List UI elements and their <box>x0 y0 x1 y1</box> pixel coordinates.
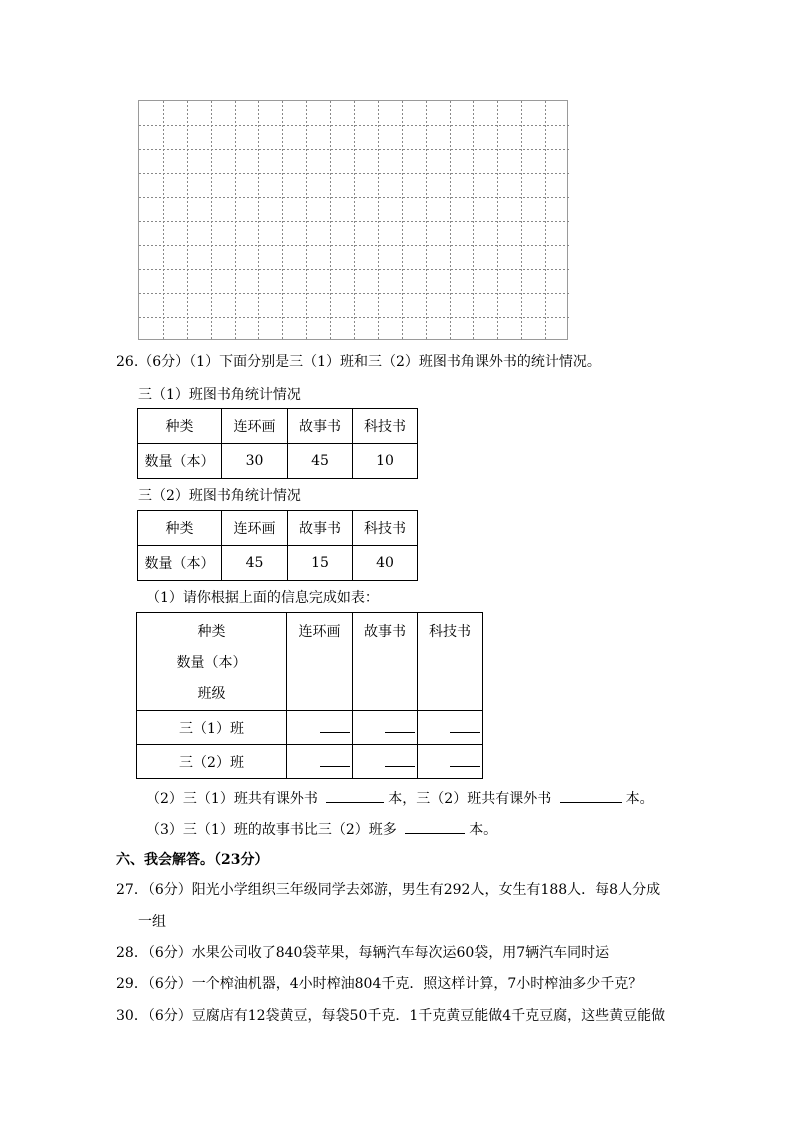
sub-question-1: （1）请你根据上面的信息完成如表： <box>146 590 379 606</box>
answer-blank[interactable] <box>320 718 350 733</box>
category-cell: 连环画 <box>222 409 288 444</box>
sub-question-2 <box>146 788 654 809</box>
table2-title: 三（2）班图书角统计情况 <box>138 488 301 504</box>
answer-cell[interactable] <box>418 745 483 779</box>
answer-blank[interactable] <box>450 718 480 733</box>
answer-cell[interactable] <box>353 745 418 779</box>
category-header: 连环画 <box>287 613 353 711</box>
category-cell: 科技书 <box>353 409 418 444</box>
table1-title: 三（1）班图书角统计情况 <box>138 387 301 403</box>
value-cell: 45 <box>222 546 288 581</box>
header-qty: 数量（本） <box>176 655 247 671</box>
class1-label: 三（1）班 <box>137 711 287 745</box>
section-heading: 六、我会解答。（23分） <box>116 852 269 868</box>
q27-line1: 27．（6分）阳光小学组织三年级同学去郊游，男生有292人，女生有188人．每8人分成 <box>116 882 661 898</box>
q26-intro: 26.（6分）（1）下面分别是三（1）班和三（2）班图书角课外书的统计情况。 <box>116 354 601 370</box>
sub2-text-a: （2）三（1）班共有课外书 <box>146 791 318 807</box>
class2-label: 三（2）班 <box>137 745 287 779</box>
value-cell: 10 <box>353 444 418 479</box>
category-cell: 科技书 <box>353 511 418 546</box>
table-class2 <box>137 510 418 581</box>
value-cell: 45 <box>288 444 353 479</box>
sub2-text-c: 本。 <box>625 791 654 807</box>
sub2-text-b: 本，三（2）班共有课外书 <box>388 791 552 807</box>
category-cell: 连环画 <box>222 511 288 546</box>
value-cell: 40 <box>353 546 418 581</box>
grid-lines <box>139 101 569 341</box>
answer-blank[interactable] <box>405 819 465 834</box>
answer-cell[interactable] <box>418 711 483 745</box>
category-header: 故事书 <box>353 613 418 711</box>
sub3-text-b: 本。 <box>469 822 498 838</box>
row-qty-label: 数量（本） <box>138 444 222 479</box>
category-header: 科技书 <box>418 613 483 711</box>
row-kind-label: 种类 <box>138 409 222 444</box>
dotted-grid <box>138 100 568 340</box>
answer-blank[interactable] <box>326 788 384 803</box>
sub-question-3 <box>146 819 497 840</box>
q29: 29．（6分）一个榨油机器，4小时榨油804千克．照这样计算，7小时榨油多少千克？ <box>116 976 643 992</box>
category-cell: 故事书 <box>288 511 353 546</box>
answer-cell[interactable] <box>287 711 353 745</box>
answer-blank[interactable] <box>385 752 415 767</box>
row-qty-label: 数量（本） <box>138 546 222 581</box>
answer-cell[interactable] <box>287 745 353 779</box>
q28: 28．（6分）水果公司收了840袋苹果，每辆汽车每次运60袋，用7辆汽车同时运 <box>116 945 610 961</box>
combined-table <box>136 612 483 779</box>
table-class1 <box>137 408 418 479</box>
header-diagonal-cell <box>137 613 287 711</box>
row-kind-label: 种类 <box>138 511 222 546</box>
header-class: 班级 <box>197 686 226 702</box>
q30: 30．（6分）豆腐店有12袋黄豆，每袋50千克．1千克黄豆能做4千克豆腐，这些黄豆能做 <box>116 1008 666 1024</box>
category-cell: 故事书 <box>288 409 353 444</box>
header-kind: 种类 <box>197 624 226 640</box>
answer-cell[interactable] <box>353 711 418 745</box>
value-cell: 30 <box>222 444 288 479</box>
answer-blank[interactable] <box>385 718 415 733</box>
answer-blank[interactable] <box>320 752 350 767</box>
q27-line2: 一组 <box>138 914 166 930</box>
value-cell: 15 <box>288 546 353 581</box>
answer-blank[interactable] <box>560 788 622 803</box>
answer-blank[interactable] <box>450 752 480 767</box>
sub3-text-a: （3）三（1）班的故事书比三（2）班多 <box>146 822 397 838</box>
